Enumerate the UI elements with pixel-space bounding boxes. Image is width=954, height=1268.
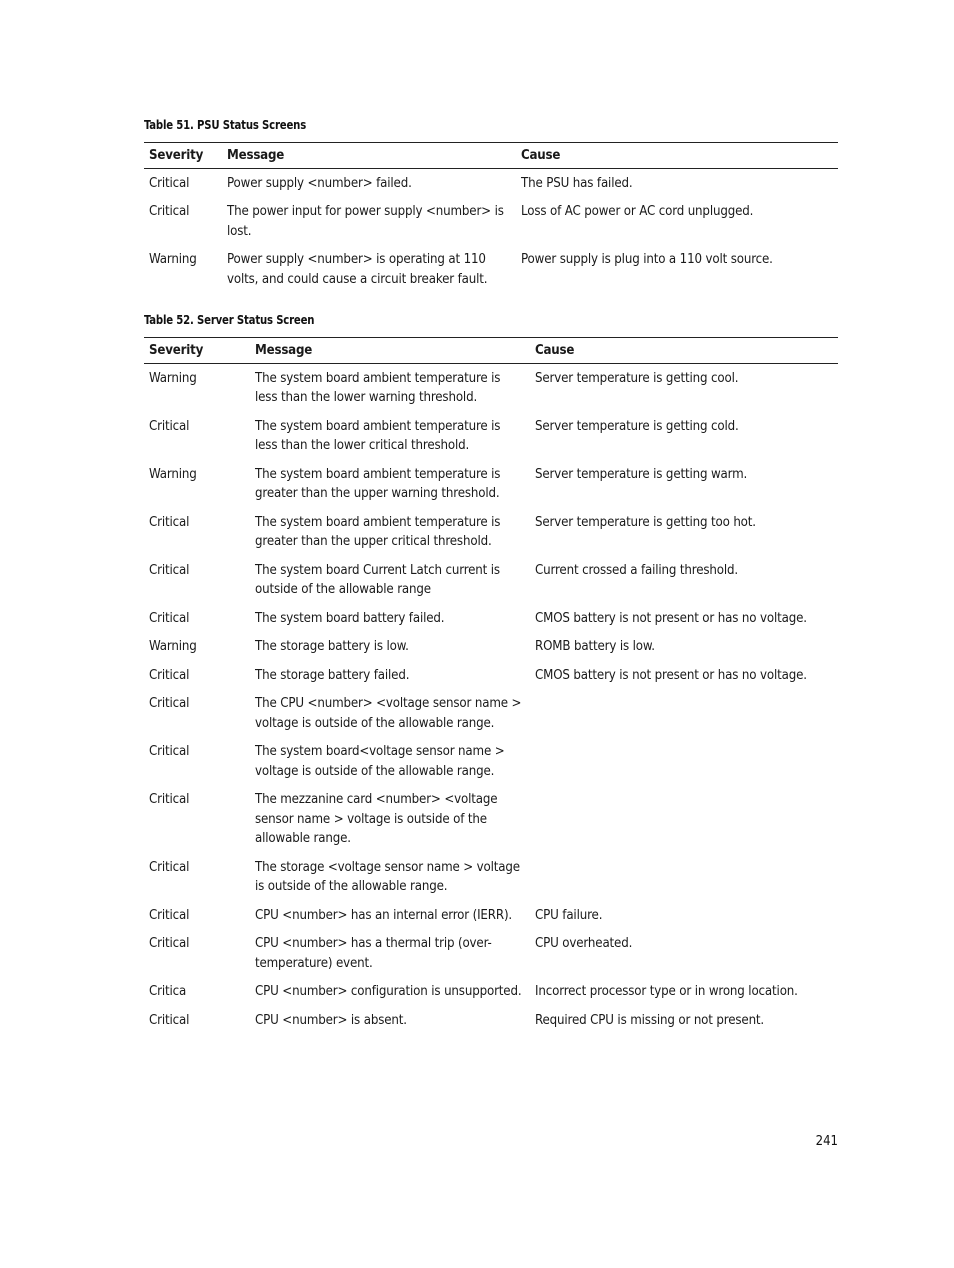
- table-row: [144, 250, 838, 298]
- cause-column-header: Cause: [516, 143, 838, 169]
- severity-cell: Critical: [149, 936, 190, 951]
- table-row: [144, 168, 838, 202]
- server-status-table: [144, 337, 838, 1039]
- table-row: [144, 561, 838, 609]
- severity-column-header: Severity: [144, 338, 250, 364]
- severity-cell: Critical: [149, 562, 190, 578]
- severity-cell: Warning: [149, 370, 197, 386]
- severity-cell: Critical: [149, 175, 190, 191]
- table-row: [144, 609, 838, 638]
- severity-cell: Critical: [149, 1012, 190, 1028]
- cause-cell: CMOS battery is not present or has no voltage.: [535, 610, 807, 626]
- cause-cell: Server temperature is getting warm.: [535, 466, 748, 482]
- table-row: [144, 465, 838, 513]
- message-cell: The system board battery failed.: [255, 610, 445, 626]
- table-row: [144, 742, 838, 790]
- message-cell: Power supply <number> failed.: [227, 175, 412, 191]
- table-row: [144, 858, 838, 906]
- message-column-header: Message: [222, 143, 516, 169]
- severity-cell: Critical: [149, 667, 190, 683]
- cause-cell: Required CPU is missing or not present.: [535, 1012, 765, 1028]
- cause-cell: Power supply is plug into a 110 volt source.: [521, 252, 773, 267]
- severity-cell: Critical: [149, 859, 190, 875]
- severity-cell: Critical: [149, 610, 190, 626]
- severity-cell: Critical: [149, 744, 190, 759]
- cause-cell: Server temperature is getting too hot.: [535, 514, 756, 530]
- cause-cell: CPU overheated.: [535, 936, 633, 951]
- message-cell: The storage battery is low.: [255, 639, 409, 654]
- table-52-caption: Table 52. Server Status Screen: [144, 312, 315, 327]
- message-cell: The system board ambient temperature is greater than the upper warning threshold.: [255, 466, 501, 501]
- cause-cell: [530, 790, 838, 858]
- message-cell: The CPU <number> <voltage sensor name > voltage is outside of the allowable range.: [255, 696, 522, 731]
- table-row: [144, 513, 838, 561]
- message-cell: CPU <number> configuration is unsupported.: [255, 984, 522, 999]
- severity-cell: Critical: [149, 792, 190, 807]
- message-cell: The storage battery failed.: [255, 667, 410, 683]
- table-51-caption: Table 51. PSU Status Screens: [144, 117, 307, 132]
- message-cell: CPU <number> has an internal error (IERR).: [255, 907, 513, 923]
- cause-cell: [530, 694, 838, 742]
- table-row: [144, 202, 838, 250]
- cause-cell: Current crossed a failing threshold.: [535, 562, 739, 578]
- severity-column-header: Severity: [144, 143, 222, 169]
- table-header-row: [144, 143, 838, 169]
- message-cell: CPU <number> is absent.: [255, 1012, 407, 1028]
- cause-cell: CPU failure.: [535, 907, 603, 923]
- message-cell: Power supply <number> is operating at 110 volts, and could cause a circuit breaker fault.: [227, 252, 488, 287]
- cause-cell: Server temperature is getting cool.: [535, 370, 739, 386]
- message-cell: CPU <number> has a thermal trip (over-temperature) event.: [255, 936, 492, 971]
- message-column-header: Message: [250, 338, 530, 364]
- message-cell: The system board<voltage sensor name > voltage is outside of the allowable range.: [255, 744, 505, 779]
- severity-cell: Critical: [149, 204, 190, 219]
- table-row: [144, 637, 838, 666]
- table-row: [144, 934, 838, 982]
- message-cell: The system board ambient temperature is less than the lower warning threshold.: [255, 370, 501, 405]
- severity-cell: Warning: [149, 466, 197, 482]
- message-cell: The power input for power supply <number> is lost.: [227, 204, 504, 239]
- severity-cell: Critical: [149, 696, 190, 711]
- psu-status-table: [144, 142, 838, 298]
- cause-cell: [530, 742, 838, 790]
- severity-cell: Critical: [149, 907, 190, 923]
- severity-cell: Warning: [149, 252, 197, 267]
- cause-cell: Server temperature is getting cold.: [535, 418, 739, 434]
- message-cell: The storage <voltage sensor name > voltage is outside of the allowable range.: [255, 859, 520, 894]
- table-row: [144, 694, 838, 742]
- message-cell: The mezzanine card <number> <voltage sensor name > voltage is outside of the allowable range.: [255, 792, 498, 846]
- cause-column-header: Cause: [530, 338, 838, 364]
- message-cell: The system board ambient temperature is greater than the upper critical threshold.: [255, 514, 501, 549]
- cause-cell: The PSU has failed.: [521, 175, 633, 191]
- message-cell: The system board ambient temperature is less than the lower critical threshold.: [255, 418, 501, 453]
- table-row: [144, 666, 838, 695]
- cause-cell: Incorrect processor type or in wrong location.: [535, 984, 798, 999]
- table-row: [144, 906, 838, 935]
- table-header-row: [144, 338, 838, 364]
- table-row: [144, 790, 838, 858]
- cause-cell: ROMB battery is low.: [535, 639, 655, 654]
- page-number: 241: [815, 1134, 838, 1149]
- table-row: [144, 417, 838, 465]
- table-row: [144, 982, 838, 1011]
- severity-cell: Critical: [149, 514, 190, 530]
- cause-cell: CMOS battery is not present or has no voltage.: [535, 667, 807, 683]
- message-cell: The system board Current Latch current is outside of the allowable range: [255, 562, 500, 597]
- severity-cell: Warning: [149, 639, 197, 654]
- severity-cell: Critica: [149, 984, 187, 999]
- cause-cell: [530, 858, 838, 906]
- severity-cell: Critical: [149, 418, 190, 434]
- table-row: [144, 363, 838, 417]
- cause-cell: Loss of AC power or AC cord unplugged.: [521, 204, 754, 219]
- table-row: [144, 1011, 838, 1040]
